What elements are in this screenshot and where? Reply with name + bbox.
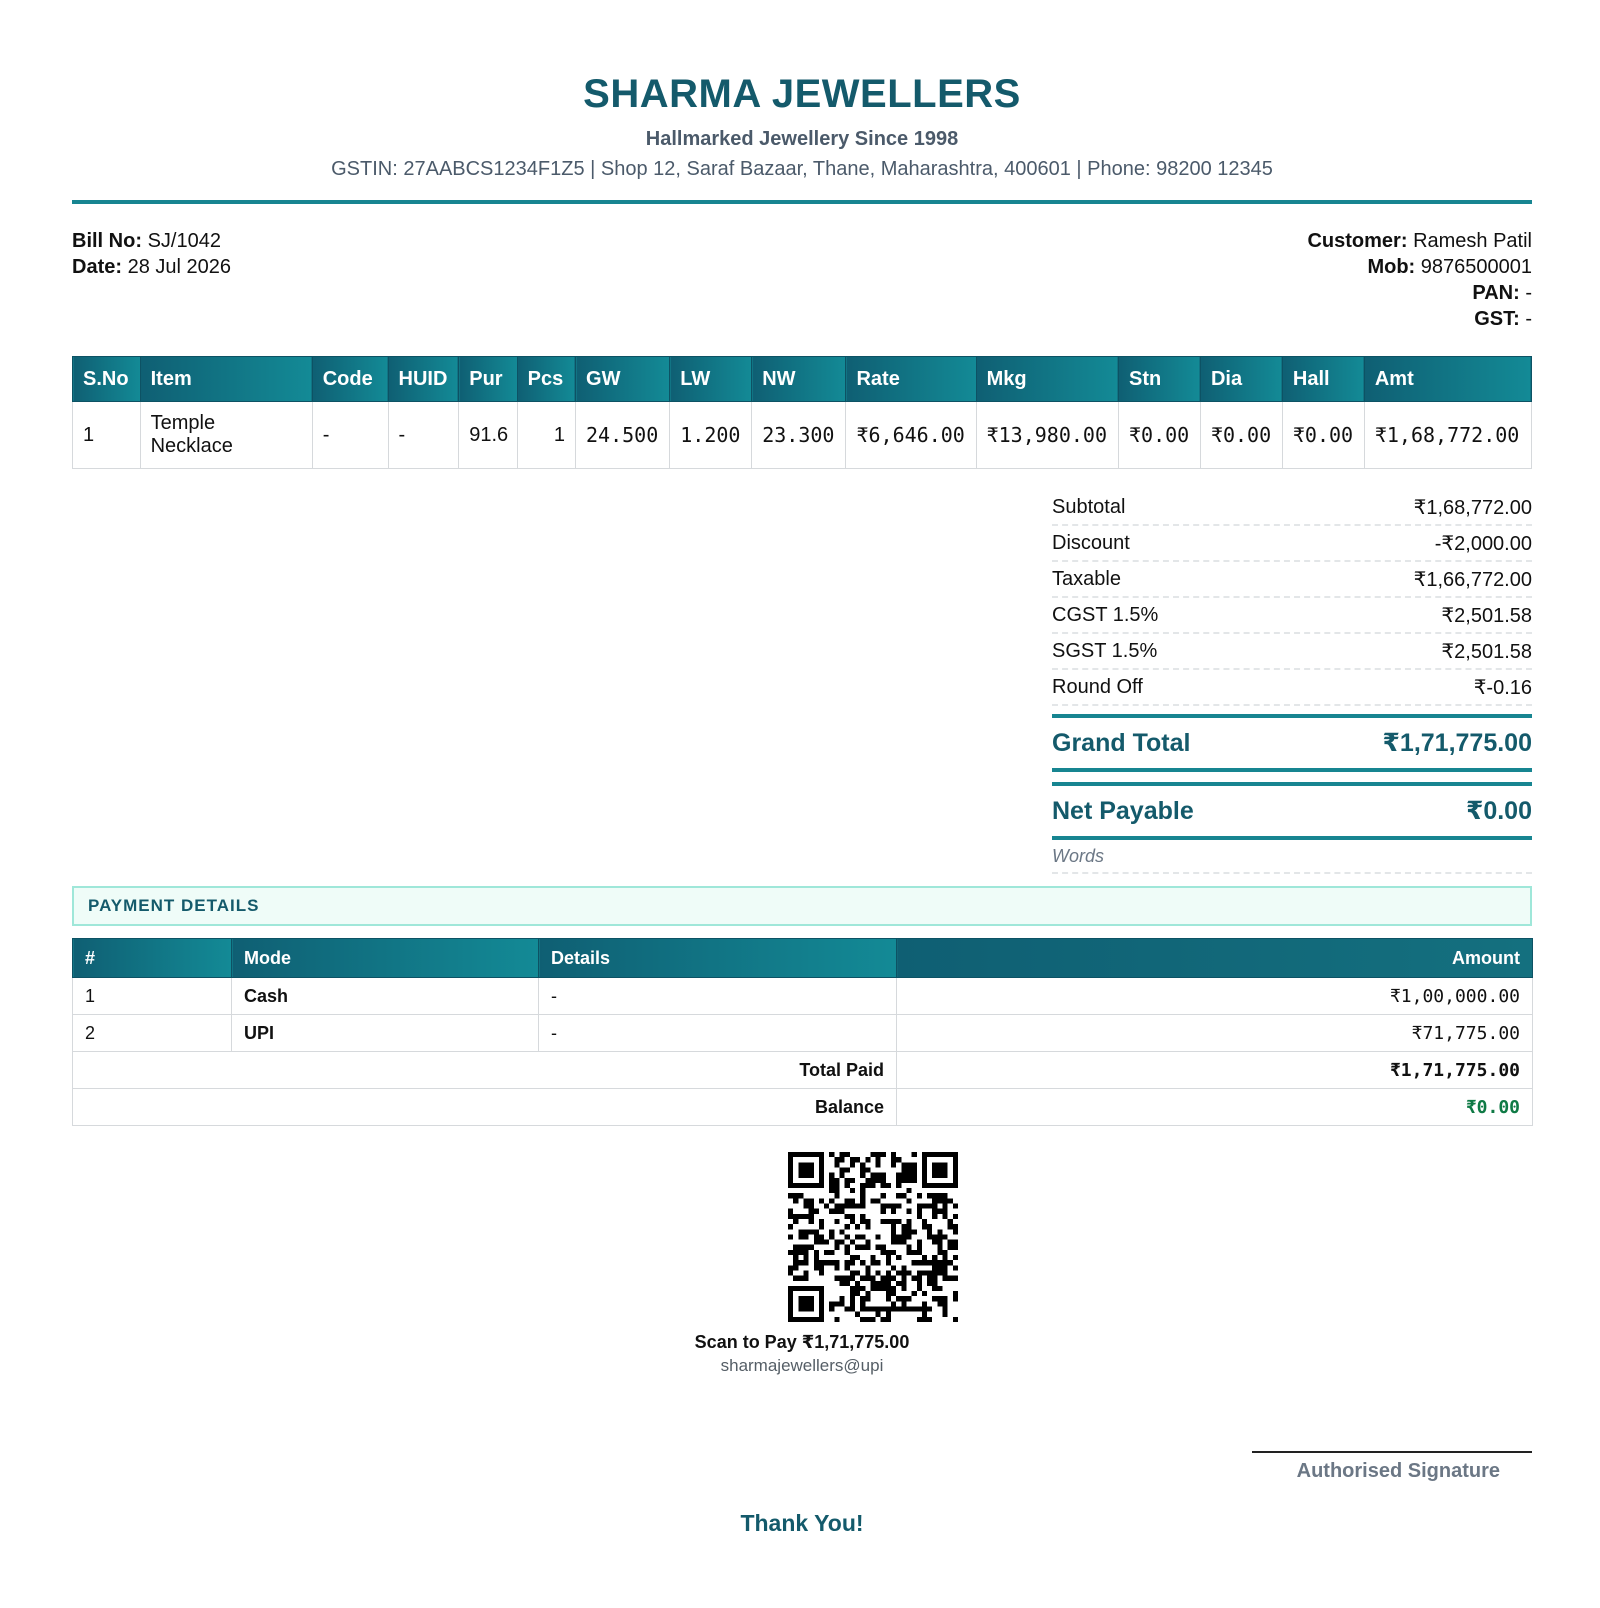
gst-value: - (1525, 308, 1532, 330)
upi-id: sharmajewellers@upi (720, 1356, 884, 1375)
cgst-label: CGST 1.5% (1052, 603, 1159, 626)
gst-row (1307, 306, 1532, 332)
col-dia: Dia (1200, 357, 1282, 402)
table-row (73, 402, 1532, 469)
gst-label: GST: (1474, 308, 1520, 330)
shop-tagline: Hallmarked Jewellery Since 1998 (645, 128, 959, 150)
col-code: Code (312, 357, 388, 402)
bill-no-label: Bill No: (72, 230, 142, 252)
cell-gw: 24.500 (576, 402, 670, 469)
round-off-label: Round Off (1052, 675, 1143, 698)
total-paid-value: ₹1,71,775.00 (897, 1052, 1533, 1089)
subtotal-row (1052, 490, 1532, 526)
cell-sno: 1 (73, 402, 141, 469)
col-nw: NW (752, 357, 846, 402)
sgst-row (1052, 634, 1532, 670)
thank-you-text: Thank You! (740, 1510, 864, 1536)
date-row (72, 254, 231, 280)
pan-value: - (1525, 282, 1532, 304)
taxable-value: ₹1,66,772.00 (1413, 568, 1532, 591)
pay-cell-details: - (539, 1015, 897, 1052)
col-sno: S.No (73, 357, 141, 402)
taxable-label: Taxable (1052, 567, 1121, 590)
net-payable-label: Net Payable (1052, 796, 1194, 825)
mob-label: Mob: (1367, 256, 1416, 278)
cell-dia: ₹0.00 (1200, 402, 1282, 469)
upi-qr-code (788, 1152, 958, 1322)
col-lw: LW (670, 357, 752, 402)
cell-nw: 23.300 (752, 402, 846, 469)
pay-col-amount: Amount (897, 939, 1533, 978)
total-paid-label: Total Paid (73, 1052, 897, 1089)
total-paid-row (73, 1052, 1533, 1089)
pan-label: PAN: (1472, 282, 1520, 304)
customer-value: Ramesh Patil (1413, 230, 1532, 252)
discount-label: Discount (1052, 531, 1130, 554)
pay-cell-details: - (539, 978, 897, 1015)
payment-header-row (73, 939, 1533, 978)
col-huid: HUID (388, 357, 459, 402)
cell-rate: ₹6,646.00 (846, 402, 976, 469)
col-mkg: Mkg (976, 357, 1118, 402)
cell-code: - (312, 402, 388, 469)
grand-total-value: ₹1,71,775.00 (1382, 729, 1532, 757)
discount-value: -₹2,000.00 (1434, 532, 1532, 555)
col-gw: GW (576, 357, 670, 402)
sgst-label: SGST 1.5% (1052, 639, 1158, 662)
subtotal-label: Subtotal (1052, 495, 1126, 518)
bill-meta-left (72, 228, 231, 280)
pay-cell-number: 1 (73, 978, 232, 1015)
balance-label: Balance (73, 1089, 897, 1126)
taxable-row (1052, 562, 1532, 598)
col-pcs: Pcs (517, 357, 575, 402)
balance-value: ₹0.00 (897, 1089, 1533, 1126)
shop-info: GSTIN: 27AABCS1234F1Z5 | Shop 12, Saraf Bazaar, Thane, Maharashtra, 400601 | Phone: 98200 12345 (331, 158, 1273, 180)
sgst-value: ₹2,501.58 (1441, 640, 1532, 663)
payment-details-heading: PAYMENT DETAILS (72, 886, 1532, 926)
cell-hall: ₹0.00 (1282, 402, 1364, 469)
discount-row (1052, 526, 1532, 562)
cell-amt: ₹1,68,772.00 (1364, 402, 1531, 469)
signature-line (1252, 1451, 1532, 1453)
cell-item: Temple Necklace (140, 402, 312, 469)
authorised-signature: Authorised Signature (1296, 1460, 1500, 1482)
date-label: Date: (72, 256, 123, 278)
round-off-value: ₹-0.16 (1473, 676, 1532, 699)
col-rate: Rate (846, 357, 976, 402)
col-amt: Amt (1364, 357, 1531, 402)
amount-in-words: Words (1052, 840, 1532, 874)
cell-pur: 91.6 (459, 402, 517, 469)
balance-row (73, 1089, 1533, 1126)
cell-mkg: ₹13,980.00 (976, 402, 1118, 469)
net-payable-value: ₹0.00 (1465, 797, 1532, 825)
mob-row (1307, 254, 1532, 280)
col-item: Item (140, 357, 312, 402)
pay-cell-amount: ₹71,775.00 (897, 1015, 1533, 1052)
customer-label: Customer: (1307, 230, 1408, 252)
payment-table (72, 938, 1533, 1126)
header-divider (72, 200, 1532, 204)
grand-total-label: Grand Total (1052, 728, 1191, 757)
items-header-row (73, 357, 1532, 402)
cell-huid: - (388, 402, 459, 469)
grand-total-row (1052, 714, 1532, 772)
col-hall: Hall (1282, 357, 1364, 402)
pay-cell-number: 2 (73, 1015, 232, 1052)
col-stn: Stn (1118, 357, 1200, 402)
cgst-row (1052, 598, 1532, 634)
cgst-value: ₹2,501.58 (1441, 604, 1532, 627)
date-value: 28 Jul 2026 (127, 256, 231, 278)
col-pur: Pur (459, 357, 517, 402)
subtotal-value: ₹1,68,772.00 (1413, 496, 1532, 519)
pay-cell-amount: ₹1,00,000.00 (897, 978, 1533, 1015)
customer-row (1307, 228, 1532, 254)
table-row (73, 978, 1533, 1015)
pan-row (1307, 280, 1532, 306)
customer-meta (1307, 228, 1532, 332)
bill-no-row (72, 228, 231, 254)
items-table (72, 356, 1532, 469)
scan-to-pay-text: Scan to Pay ₹1,71,775.00 (694, 1332, 910, 1352)
bill-no-value: SJ/1042 (147, 230, 221, 252)
round-off-row (1052, 670, 1532, 706)
shop-name: SHARMA JEWELLERS (583, 72, 1021, 116)
pay-col-details: Details (539, 939, 897, 978)
mob-value: 9876500001 (1420, 256, 1532, 278)
cell-pcs: 1 (517, 402, 575, 469)
net-payable-row (1052, 782, 1532, 840)
cell-stn: ₹0.00 (1118, 402, 1200, 469)
totals-block (1052, 490, 1532, 874)
pay-col-number: # (73, 939, 232, 978)
cell-lw: 1.200 (670, 402, 752, 469)
pay-col-mode: Mode (232, 939, 539, 978)
table-row (73, 1015, 1533, 1052)
pay-cell-mode: Cash (232, 978, 539, 1015)
pay-cell-mode: UPI (232, 1015, 539, 1052)
